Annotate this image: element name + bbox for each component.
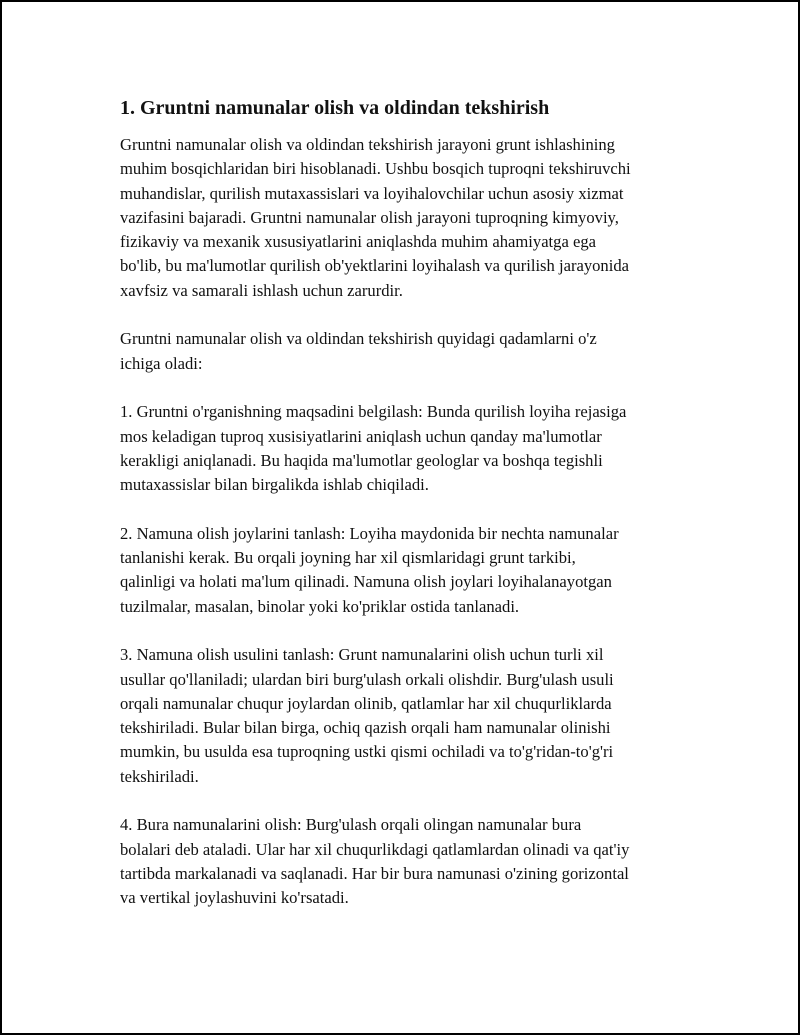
- paragraph: [120, 400, 690, 497]
- paragraph: [120, 813, 690, 910]
- text-line: usullar qo'llaniladi; ulardan biri burg'ulash orkali olishdir. Burg'ulash usuli: [120, 669, 614, 689]
- text-line: muhim bosqichlaridan biri hisoblanadi. Ushbu bosqich tuproqni tekshiruvchi: [120, 159, 631, 179]
- text-line: 1. Gruntni o'rganishning maqsadini belgilash: Bunda qurilish loyiha rejasiga: [120, 402, 627, 422]
- text-line: va vertikal joylashuvini ko'rsatadi.: [120, 888, 349, 908]
- text-line: orqali namunalar chuqur joylardan olinib, qatlamlar har xil chuqurliklarda: [120, 693, 612, 713]
- text-line: ichiga oladi:: [120, 353, 203, 373]
- text-line: muhandislar, qurilish mutaxassislari va loyihalovchilar uchun asosiy xizmat: [120, 183, 624, 203]
- text-line: bolalari deb ataladi. Ular har xil chuqurlikdagi qatlamlardan olinadi va qat'iy: [120, 839, 630, 859]
- text-line: mos keladigan tuproq xusisiyatlarini aniqlash uchun qanday ma'lumotlar: [120, 426, 602, 446]
- text-line: mutaxassislar bilan birgalikda ishlab chiqiladi.: [120, 475, 429, 495]
- document-body: [120, 94, 690, 935]
- text-line: xavfsiz va samarali ishlash uchun zarurdir.: [120, 280, 403, 300]
- text-line: tuzilmalar, masalan, binolar yoki ko'priklar ostida tanlanadi.: [120, 596, 520, 616]
- text-line: kerakligi aniqlanadi. Bu haqida ma'lumotlar geologlar va boshqa tegishli: [120, 450, 603, 470]
- text-line: qalinligi va holati ma'lum qilinadi. Namuna olish joylari loyihalanayotgan: [120, 572, 612, 592]
- text-line: vazifasini bajaradi. Gruntni namunalar olish jarayoni tuproqning kimyoviy,: [120, 207, 619, 227]
- text-line: tartibda markalanadi va saqlanadi. Har bir bura namunasi o'zining gorizontal: [120, 863, 629, 883]
- text-line: tekshiriladi. Bular bilan birga, ochiq qazish orqali ham namunalar olinishi: [120, 718, 611, 738]
- text-line: 4. Bura namunalarini olish: Burg'ulash orqali olingan namunalar bura: [120, 815, 582, 835]
- paragraph: [120, 643, 690, 789]
- paragraph: [120, 327, 690, 376]
- text-line: bo'lib, bu ma'lumotlar qurilish ob'yektlarini loyihalash va qurilish jarayonida: [120, 256, 629, 276]
- text-line: mumkin, bu usulda esa tuproqning ustki qismi ochiladi va to'g'ridan-to'g'ri: [120, 742, 614, 762]
- paragraph: [120, 133, 690, 303]
- paragraph: [120, 522, 690, 619]
- text-line: fizikaviy va mexanik xususiyatlarini aniqlashda muhim ahamiyatga ega: [120, 232, 597, 252]
- text-line: Gruntni namunalar olish va oldindan tekshirish jarayoni grunt ishlashining: [120, 135, 615, 154]
- text-line: Gruntni namunalar olish va oldindan tekshirish quyidagi qadamlarni o'z: [120, 329, 597, 349]
- text-line: 2. Namuna olish joylarini tanlash: Loyiha maydonida bir nechta namunalar: [120, 523, 619, 543]
- text-line: 3. Namuna olish usulini tanlash: Grunt namunalarini olish uchun turli xil: [120, 645, 604, 665]
- text-line: tanlanishi kerak. Bu orqali joyning har xil qismlaridagi grunt tarkibi,: [120, 548, 576, 568]
- paragraph-list: [120, 133, 690, 911]
- text-line: tekshiriladi.: [120, 766, 199, 786]
- section-heading: 1. Gruntni namunalar olish va oldindan tekshirish: [120, 97, 550, 119]
